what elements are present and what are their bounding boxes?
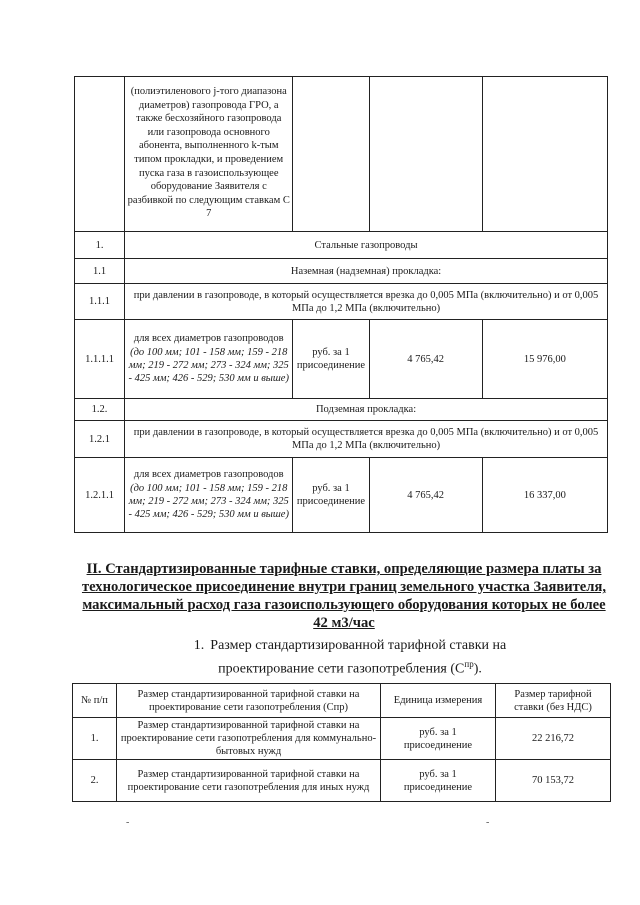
- row-number: 1.: [75, 232, 125, 259]
- value-cell: 16 337,00: [482, 458, 607, 533]
- row-unit: руб. за 1 присоединение: [381, 718, 496, 760]
- row-number: 1.2.: [75, 399, 125, 421]
- table-row: [73, 760, 611, 802]
- subsection-number: 1.: [193, 638, 205, 653]
- table-header-row: [73, 684, 611, 718]
- unit-cell: руб. за 1 присоединение: [293, 320, 369, 399]
- table-row: [75, 284, 608, 320]
- table-row: [75, 458, 608, 533]
- table-row: [75, 77, 608, 232]
- table-cell-empty: [293, 77, 369, 232]
- table-row: [75, 259, 608, 284]
- diameter-description: [125, 320, 293, 399]
- row-number: 1.2.1: [75, 421, 125, 458]
- header-num: № п/п: [73, 684, 117, 718]
- row-heading: при давлении в газопроводе, в который осуществляется врезка до 0,005 МПа (включительно) и от 0,005 МПа до 1,2 МПа (включительно): [125, 421, 608, 458]
- row-number: 1.: [73, 718, 117, 760]
- row-heading: Наземная (надземная) прокладка:: [125, 259, 608, 284]
- header-name: Размер стандартизированной тарифной ставки на проектирование сети газопотребления (Спр): [117, 684, 381, 718]
- subsection-sup: пр: [464, 659, 474, 669]
- table-row: [75, 320, 608, 399]
- continued-description: (полиэтиленового j-того диапазона диаметров) газопровода ГРО, а также бесхозяйного газопровода или газопровода основного абонента, выполненного k-тым типом прокладки, и проведением пуска газа в газоиспользующее оборудование Заявителя с разбивкой по следующим ставкам С 7: [125, 77, 293, 232]
- diameter-description: [125, 458, 293, 533]
- description-lead: для всех диаметров газопроводов: [133, 333, 284, 345]
- value-cell: 15 976,00: [482, 320, 607, 399]
- table-row: [73, 718, 611, 760]
- unit-cell: руб. за 1 присоединение: [293, 458, 369, 533]
- tariff-table-steel-pipelines: [74, 76, 608, 533]
- section-title: II. Стандартизированные тарифные ставки, определяющие размера платы за технологическое присоединение внутри границ земельного участка Заявителя, максимальный расход газа газоиспользующего оборудования которых не более 42 м3/час: [81, 561, 607, 631]
- row-value: 70 153,72: [496, 760, 611, 802]
- row-number: 2.: [73, 760, 117, 802]
- row-number: 1.1: [75, 259, 125, 284]
- subsection-text-end: ).: [473, 661, 482, 677]
- description-diameters: (до 100 мм; 101 - 158 мм; 159 - 218 мм; 219 - 272 мм; 273 - 324 мм; 325 - 425 мм; 426 - 529; 530 мм и выше): [128, 482, 289, 521]
- table-row: [75, 421, 608, 458]
- row-number: 1.2.1.1: [75, 458, 125, 533]
- row-name: Размер стандартизированной тарифной ставки на проектирование сети газопотребления для коммунально-бытовых нужд: [117, 718, 381, 760]
- table-row: [75, 399, 608, 421]
- row-number: 1.1.1: [75, 284, 125, 320]
- row-number: 1.1.1.1: [75, 320, 125, 399]
- value-cell: 4 765,42: [369, 320, 482, 399]
- table-cell-empty: [75, 77, 125, 232]
- table-cell-empty: [369, 77, 482, 232]
- row-heading: Подземная прокладка:: [125, 399, 608, 421]
- value-cell: 4 765,42: [369, 458, 482, 533]
- subsection-text: Размер стандартизированной тарифной ставки на проектирование сети газопотребления (С: [210, 638, 507, 677]
- table-row: [75, 232, 608, 259]
- scan-mark-left: -: [126, 817, 130, 828]
- description-diameters: (до 100 мм; 101 - 158 мм; 159 - 218 мм; 219 - 272 мм; 273 - 324 мм; 325 - 425 мм; 426 - 529; 530 мм и выше): [128, 346, 289, 385]
- row-heading: при давлении в газопроводе, в который осуществляется врезка до 0,005 МПа (включительно) и от 0,005 МПа до 1,2 МПа (включительно): [125, 284, 608, 320]
- description-lead: для всех диаметров газопроводов: [133, 469, 284, 481]
- row-unit: руб. за 1 присоединение: [381, 760, 496, 802]
- design-tariff-table: [72, 683, 611, 802]
- row-value: 22 216,72: [496, 718, 611, 760]
- table-cell-empty: [482, 77, 607, 232]
- row-heading: Стальные газопроводы: [125, 232, 608, 259]
- subsection-title: [150, 637, 550, 679]
- scan-mark-right: -: [486, 817, 490, 828]
- header-value: Размер тарифной ставки (без НДС): [496, 684, 611, 718]
- row-name: Размер стандартизированной тарифной ставки на проектирование сети газопотребления для иных нужд: [117, 760, 381, 802]
- header-unit: Единица измерения: [381, 684, 496, 718]
